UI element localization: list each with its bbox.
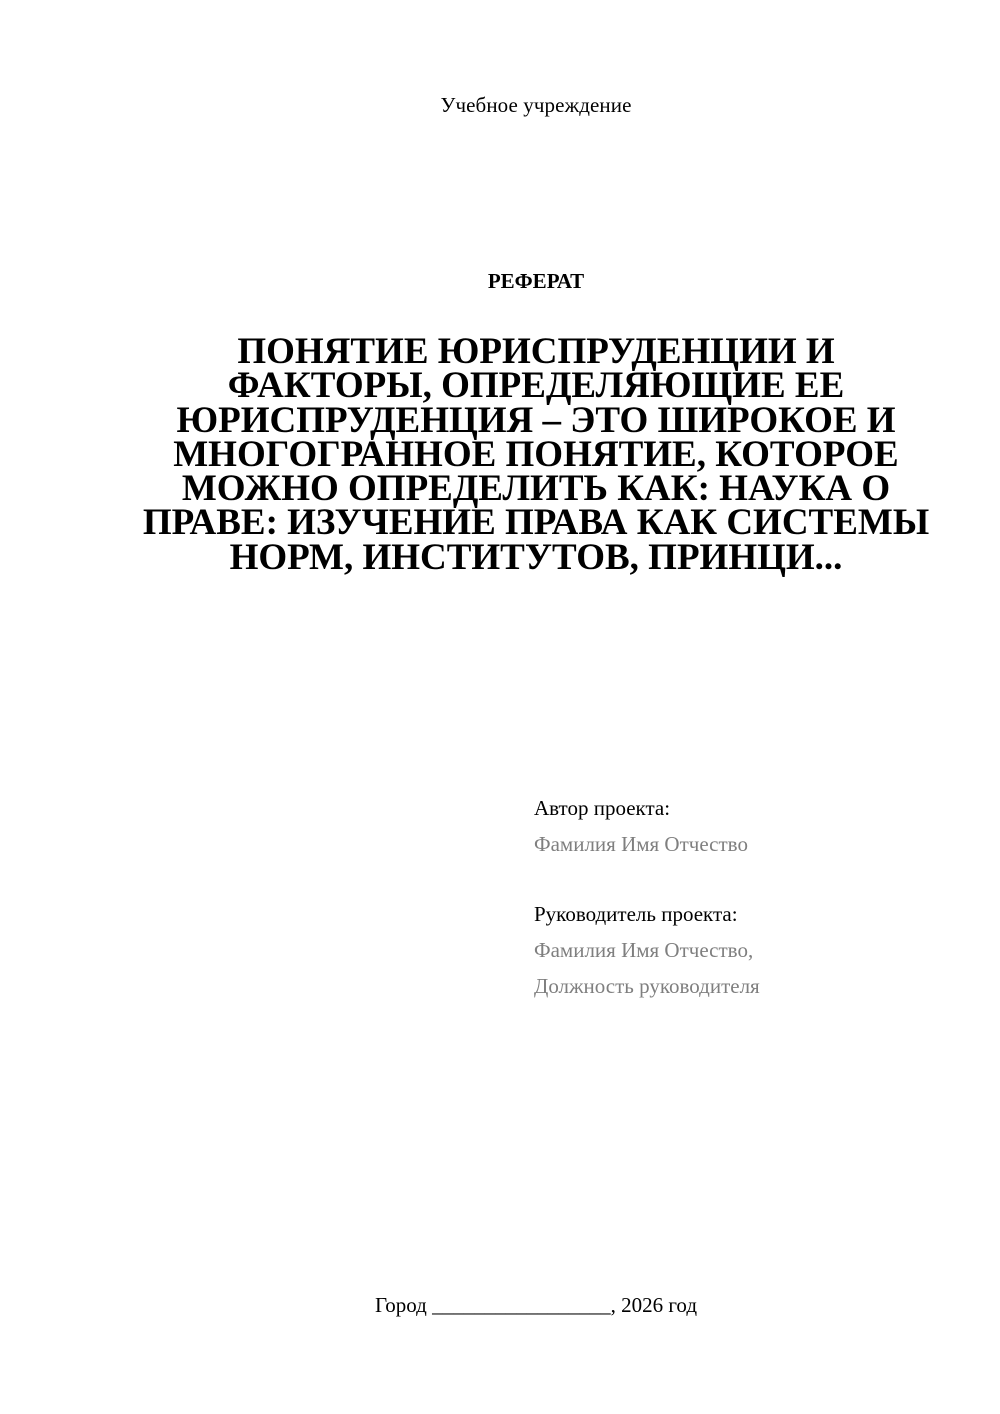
author-label: Автор проекта: xyxy=(534,796,671,820)
author-block xyxy=(534,790,954,1004)
supervisor-name: Фамилия Имя Отчество, xyxy=(534,938,754,962)
supervisor-position: Должность руководителя xyxy=(534,974,760,998)
document-title: ПОНЯТИЕ ЮРИСПРУДЕНЦИИ И ФАКТОРЫ, ОПРЕДЕЛЯЮЩИЕ ЕЕ ЮРИСПРУДЕНЦИЯ – ЭТО ШИРОКОЕ И МНОГОГРАННОЕ ПОНЯТИЕ, КОТОРОЕ МОЖНО ОПРЕДЕЛИТЬ КАК: НАУКА О ПРАВЕ: ИЗУЧЕНИЕ ПРАВА КАК СИСТЕМЫ НОРМ, ИНСТИТУТОВ, ПРИНЦИ... xyxy=(142,331,930,578)
city-year-line: Город _________________, 2026 год xyxy=(374,1293,698,1317)
institution-name: Учебное учреждение xyxy=(440,93,632,117)
block-spacer xyxy=(534,862,954,896)
supervisor-label: Руководитель проекта: xyxy=(534,902,738,926)
author-name: Фамилия Имя Отчество xyxy=(534,832,748,856)
document-type: РЕФЕРАТ xyxy=(487,269,585,293)
